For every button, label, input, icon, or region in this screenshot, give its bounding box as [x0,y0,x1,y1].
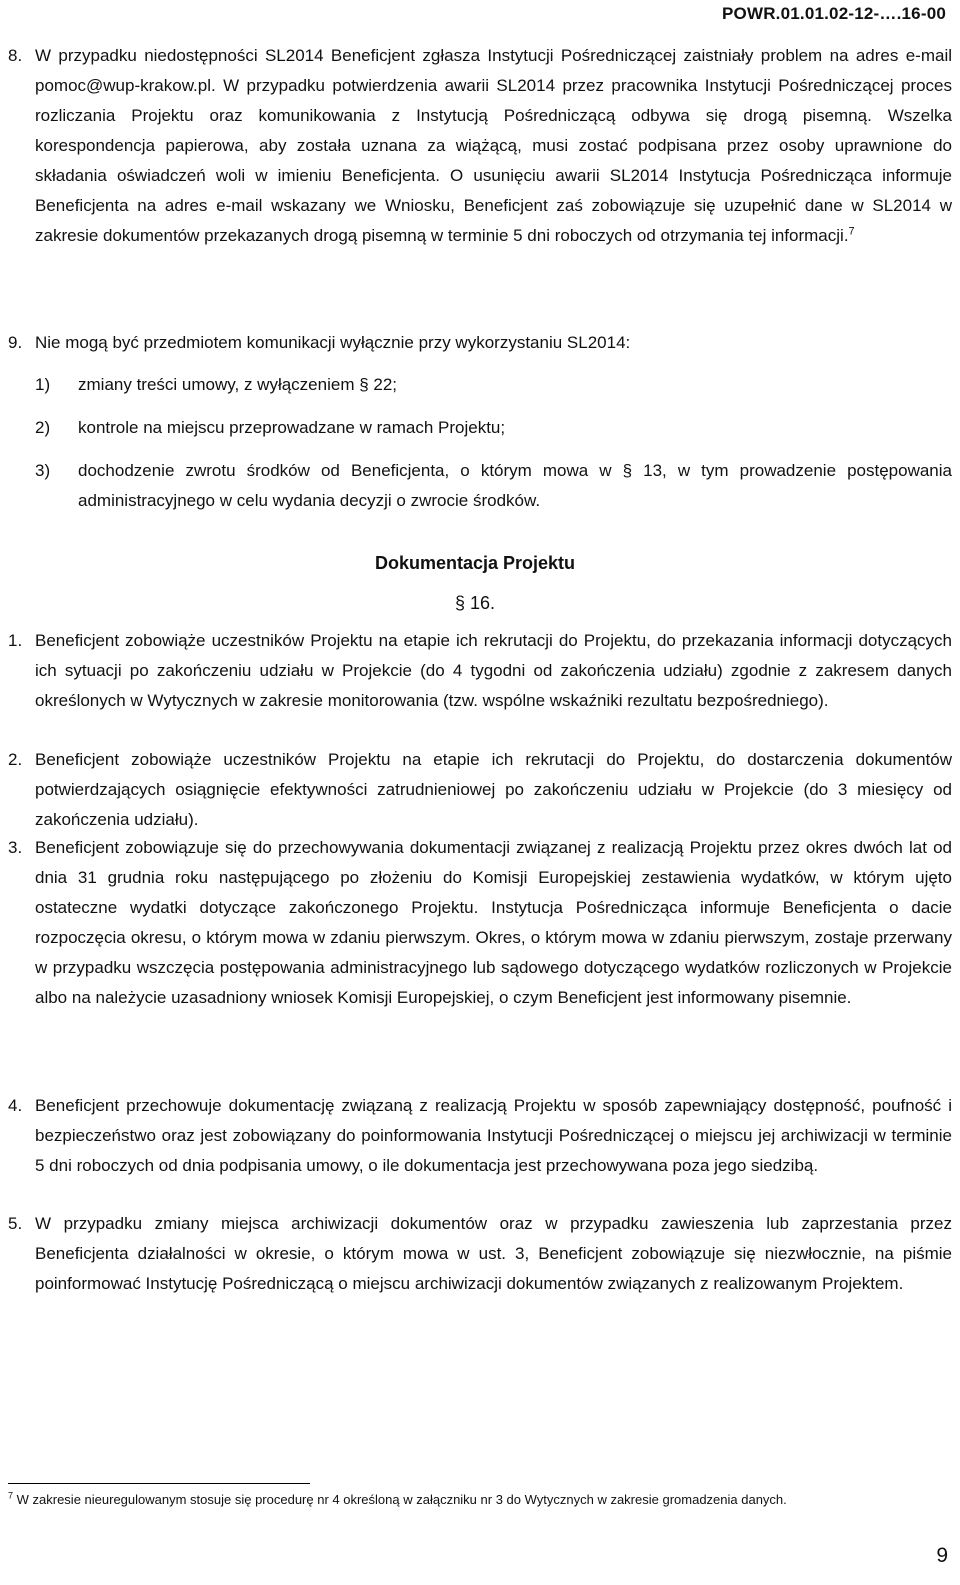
section-item-text: Beneficjent zobowiąże uczestników Projektu na etapie ich rekrutacji do Projektu, do dostarczenia dokumentów potwierdzających osiągnięcie efektywności zatrudnieniowej po zakończeniu udziału w Projekcie (do 3 miesięcy od zakończenia udziału). [35,750,952,829]
section-item-number: 5. [8,1214,23,1233]
footnote-text: W zakresie nieuregulowanym stosuje się procedurę nr 4 określoną w załączniku nr 3 do Wytycznych w zakresie gromadzenia danych. [16,1492,787,1507]
section-title: Dokumentacja Projektu [374,553,576,573]
subitem-text: zmiany treści umowy, z wyłączeniem § 22; [78,375,398,394]
clause-item-9 [8,328,952,358]
subitem-number: 2) [35,418,51,437]
section-item-number: 3. [8,838,23,857]
section-item-1 [8,626,952,716]
clause-text: W przypadku niedostępności SL2014 Beneficjent zgłasza Instytucji Pośredniczącej zaistniały problem na adres e-mail pomoc@wup-krakow.pl. W przypadku potwierdzenia awarii SL2014 przez pracownika Instytucji Pośredniczącej proces rozliczania Projektu oraz komunikowania z Instytucją Pośredniczącą odbywa się drogą pisemną. Wszelka korespondencja papierowa, aby została uznana za wiążącą, musi zostać podpisana przez osoby uprawnione do składania oświadczeń woli w imieniu Beneficjenta. O usunięciu awarii SL2014 Instytucja Pośrednicząca informuje Beneficjenta na adres e-mail wskazany we Wniosku, Beneficjent zaś zobowiązuje się uzupełnić dane w SL2014 w zakresie dokumentów przekazanych drogą pisemną w terminie 5 dni roboczych od otrzymania tej informacji. [35,46,952,245]
subitem-number: 3) [35,461,51,480]
clause-text: Nie mogą być przedmiotem komunikacji wyłącznie przy wykorzystaniu SL2014: [35,333,631,352]
section-item-text: Beneficjent zobowiąże uczestników Projektu na etapie ich rekrutacji do Projektu, do przekazania informacji dotyczących ich sytuacji po zakończeniu udziału w Projekcie (do 4 tygodni od zakończenia udziału) zgodnie z zakresem danych określonych w Wytycznych w zakresie monitorowania (tzw. wspólne wskaźniki rezultatu bezpośredniego). [35,631,952,710]
section-item-5 [8,1209,952,1299]
section-item-text: Beneficjent przechowuje dokumentację związaną z realizacją Projektu w sposób zapewniający dostępność, poufność i bezpieczeństwo oraz jest zobowiązany do poinformowania Instytucji Pośredniczącej o miejscu jej archiwizacji w terminie 5 dni roboczych od dnia podpisania umowy, o ile dokumentacja jest przechowywana poza jego siedzibą. [35,1096,952,1175]
clause-number: 8. [8,46,23,65]
subitem-text: kontrole na miejscu przeprowadzane w ramach Projektu; [78,418,506,437]
section-item-3 [8,833,952,1013]
page-number: 9 [936,1544,948,1567]
subitem-number: 1) [35,375,51,394]
section-item-number: 4. [8,1096,23,1115]
subitem-2 [35,413,952,443]
subitem-text: dochodzenie zwrotu środków od Beneficjenta, o którym mowa w § 13, w tym prowadzenie postępowania administracyjnego w celu wydania decyzji o zwrocie środków. [78,461,952,510]
section-item-2 [8,745,952,835]
subitem-3 [35,456,952,516]
document-reference-header: POWR.01.01.02-12-….16-00 [721,4,946,23]
clause-number: 9. [8,333,23,352]
footnote-reference[interactable]: 7 [848,225,855,238]
footnote [8,1490,952,1510]
section-item-text: Beneficjent zobowiązuje się do przechowywania dokumentacji związanej z realizacją Projektu przez okres dwóch lat od dnia 31 grudnia roku następującego po złożeniu do Komisji Europejskiej zestawienia wydatków, w którym ujęto ostateczne wydatki dotyczące zakończonego Projektu. Instytucja Pośrednicząca informuje Beneficjenta o dacie rozpoczęcia okresu, o którym mowa w zdaniu pierwszym. Okres, o którym mowa w zdaniu pierwszym, zostaje przerwany w przypadku wszczęcia postępowania administracyjnego lub sądowego dotyczącego wydatków rozliczonych w Projekcie albo na należycie uzasadniony wniosek Komisji Europejskiej, o czym Beneficjent jest informowany pisemnie. [35,838,952,1007]
subitem-1 [35,370,952,400]
footnote-number: 7 [8,1490,14,1501]
footnote-separator [8,1483,310,1484]
section-item-text: W przypadku zmiany miejsca archiwizacji dokumentów oraz w przypadku zawieszenia lub zaprzestania przez Beneficjenta działalności w okresie, o którym mowa w ust. 3, Beneficjent zobowiązuje się niezwłocznie, na piśmie poinformować Instytucję Pośredniczącą o miejscu archiwizacji dokumentów związanych z realizowanym Projektem. [35,1214,952,1293]
clause-item-8 [8,41,952,251]
paragraph-number: § 16. [454,593,496,613]
section-item-number: 2. [8,750,23,769]
section-item-number: 1. [8,631,23,650]
section-item-4 [8,1091,952,1181]
